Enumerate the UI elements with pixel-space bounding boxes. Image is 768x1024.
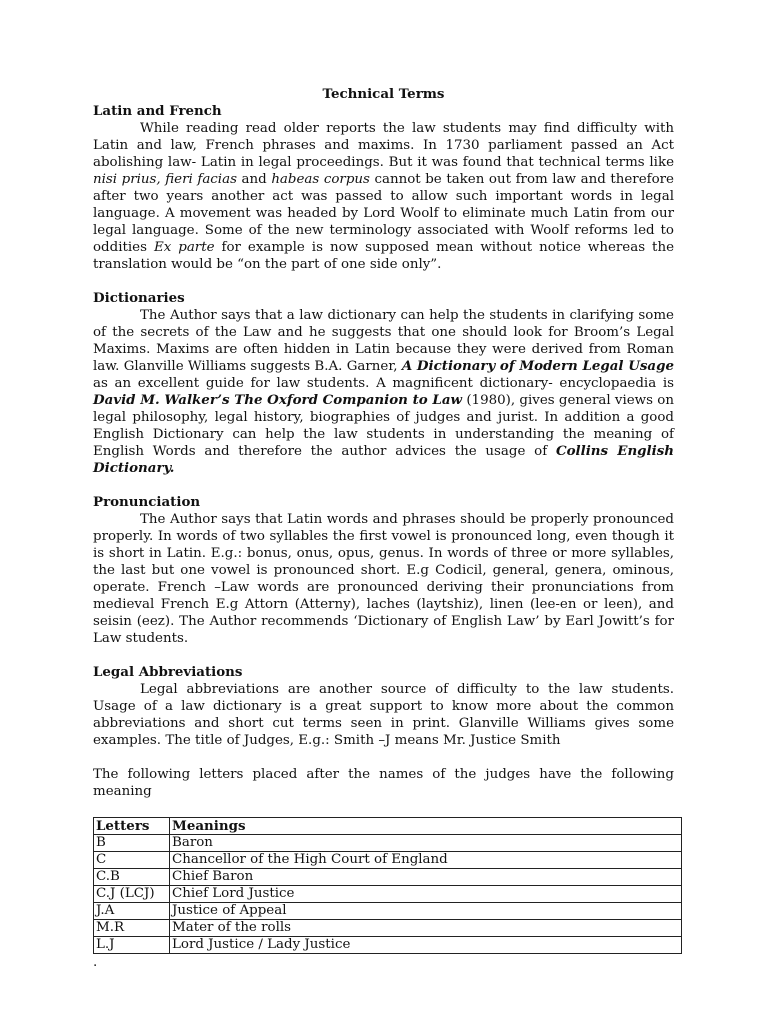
table-row [94,937,682,954]
letters-cell: C [94,852,170,869]
heading-legal-abbreviations: Legal Abbreviations [93,664,243,680]
book-title: David M. Walker’s The Oxford Companion to Law [93,392,463,408]
meaning-cell: Justice of Appeal [170,903,682,920]
meaning-cell: Baron [170,835,682,852]
column-header-meanings: Meanings [170,818,682,835]
text-run: and [236,172,272,187]
spacer [93,749,674,766]
text-run: as an excellent guide for law students. A magnificent dictionary- encyclopaedia is [93,376,674,391]
letters-cell: C.J (LCJ) [94,886,170,903]
text-run: for example is now supposed mean without notice whereas the translation would be “on the part of one side only”. [93,240,674,272]
column-header-letters: Letters [94,818,170,835]
letters-cell: B [94,835,170,852]
letters-cell: C.B [94,869,170,886]
heading-dictionaries: Dictionaries [93,290,185,306]
text-run: (1980), gives general views on legal philosophy, legal history, biographies of judges and jurist. In addition a good English Dictionary can help the law students in understanding the meaning of English Words and therefore the author advices the usage of [93,393,674,459]
text-run: While reading read older reports the law students may find difficulty with Latin and law, French phrases and maxims. In 1730 parliament passed an Act abolishing law- Latin in legal proceedings. But it was found that technical terms like [93,121,674,170]
paragraph-table-intro: The following letters placed after the names of the judges have the following meaning [93,767,674,799]
letters-cell: M.R [94,920,170,937]
text-run: The Author says that a law dictionary can help the students in clarifying some of the secrets of the Law and he suggests that one should look for Broom’s Legal Maxims. Maxims are often hidden in Latin because they were derived from Roman law. Glanville Williams suggests B.A. Garner, [93,308,674,374]
paragraph-latin-and-french [93,120,674,273]
table-header-row [94,818,682,835]
italic-term: Ex parte [153,240,215,255]
italic-term: nisi prius, fieri facias [93,172,237,187]
book-title: Collins English Dictionary. [93,443,674,476]
heading-pronunciation: Pronunciation [93,494,201,510]
meaning-cell: Mater of the rolls [170,920,682,937]
table-row [94,869,682,886]
table-row [94,903,682,920]
text-run: cannot be taken out from law and therefore after two years another act was passed to allow such important words in legal language. A movement was headed by Lord Woolf to eliminate much Latin from our legal language. Some of the new terminology associated with Woolf reforms led to oddities [93,172,674,255]
table-row [94,886,682,903]
meaning-cell: Lord Justice / Lady Justice [170,937,682,954]
spacer [93,647,674,664]
spacer [93,477,674,494]
meaning-cell: Chancellor of the High Court of England [170,852,682,869]
spacer [93,273,674,290]
trailing-mark: . [93,955,98,970]
table-row [94,920,682,937]
italic-term: habeas corpus [271,172,370,187]
paragraph-dictionaries [93,307,674,477]
letters-cell: L.J [94,937,170,954]
table-row [94,835,682,852]
abbreviations-table [93,817,682,954]
paragraph-pronunciation: The Author says that Latin words and phrases should be properly pronounced properly. In words of two syllables the first vowel is pronounced long, even though it is short in Latin. E.g.: bonus, onus, opus, genus. In words of three or more syllables, the last but one vowel is pronounced short. E.g Codicil, general, genera, ominous, operate. French –Law words are pronounced deriving their pronunciations from medieval French E.g Attorn (Atterny), laches (laytshiz), linen (lee-en or leen), and seisin (eez). The Author recommends ‘Dictionary of English Law’ by Earl Jowitt’s for Law students. [93,512,674,646]
table-row [94,852,682,869]
meaning-cell: Chief Lord Justice [170,886,682,903]
heading-latin-and-french: Latin and French [93,103,222,119]
letters-cell: J.A [94,903,170,920]
paragraph-legal-abbreviations: Legal abbreviations are another source of difficulty to the law students. Usage of a law dictionary is a great support to know more about the common abbreviations and short cut terms seen in print. Glanville Williams gives some examples. The title of Judges, E.g.: Smith –J means Mr. Justice Smith [93,682,674,748]
meaning-cell: Chief Baron [170,869,682,886]
document-title: Technical Terms [322,86,445,102]
book-title: A Dictionary of Modern Legal Usage [401,358,674,374]
